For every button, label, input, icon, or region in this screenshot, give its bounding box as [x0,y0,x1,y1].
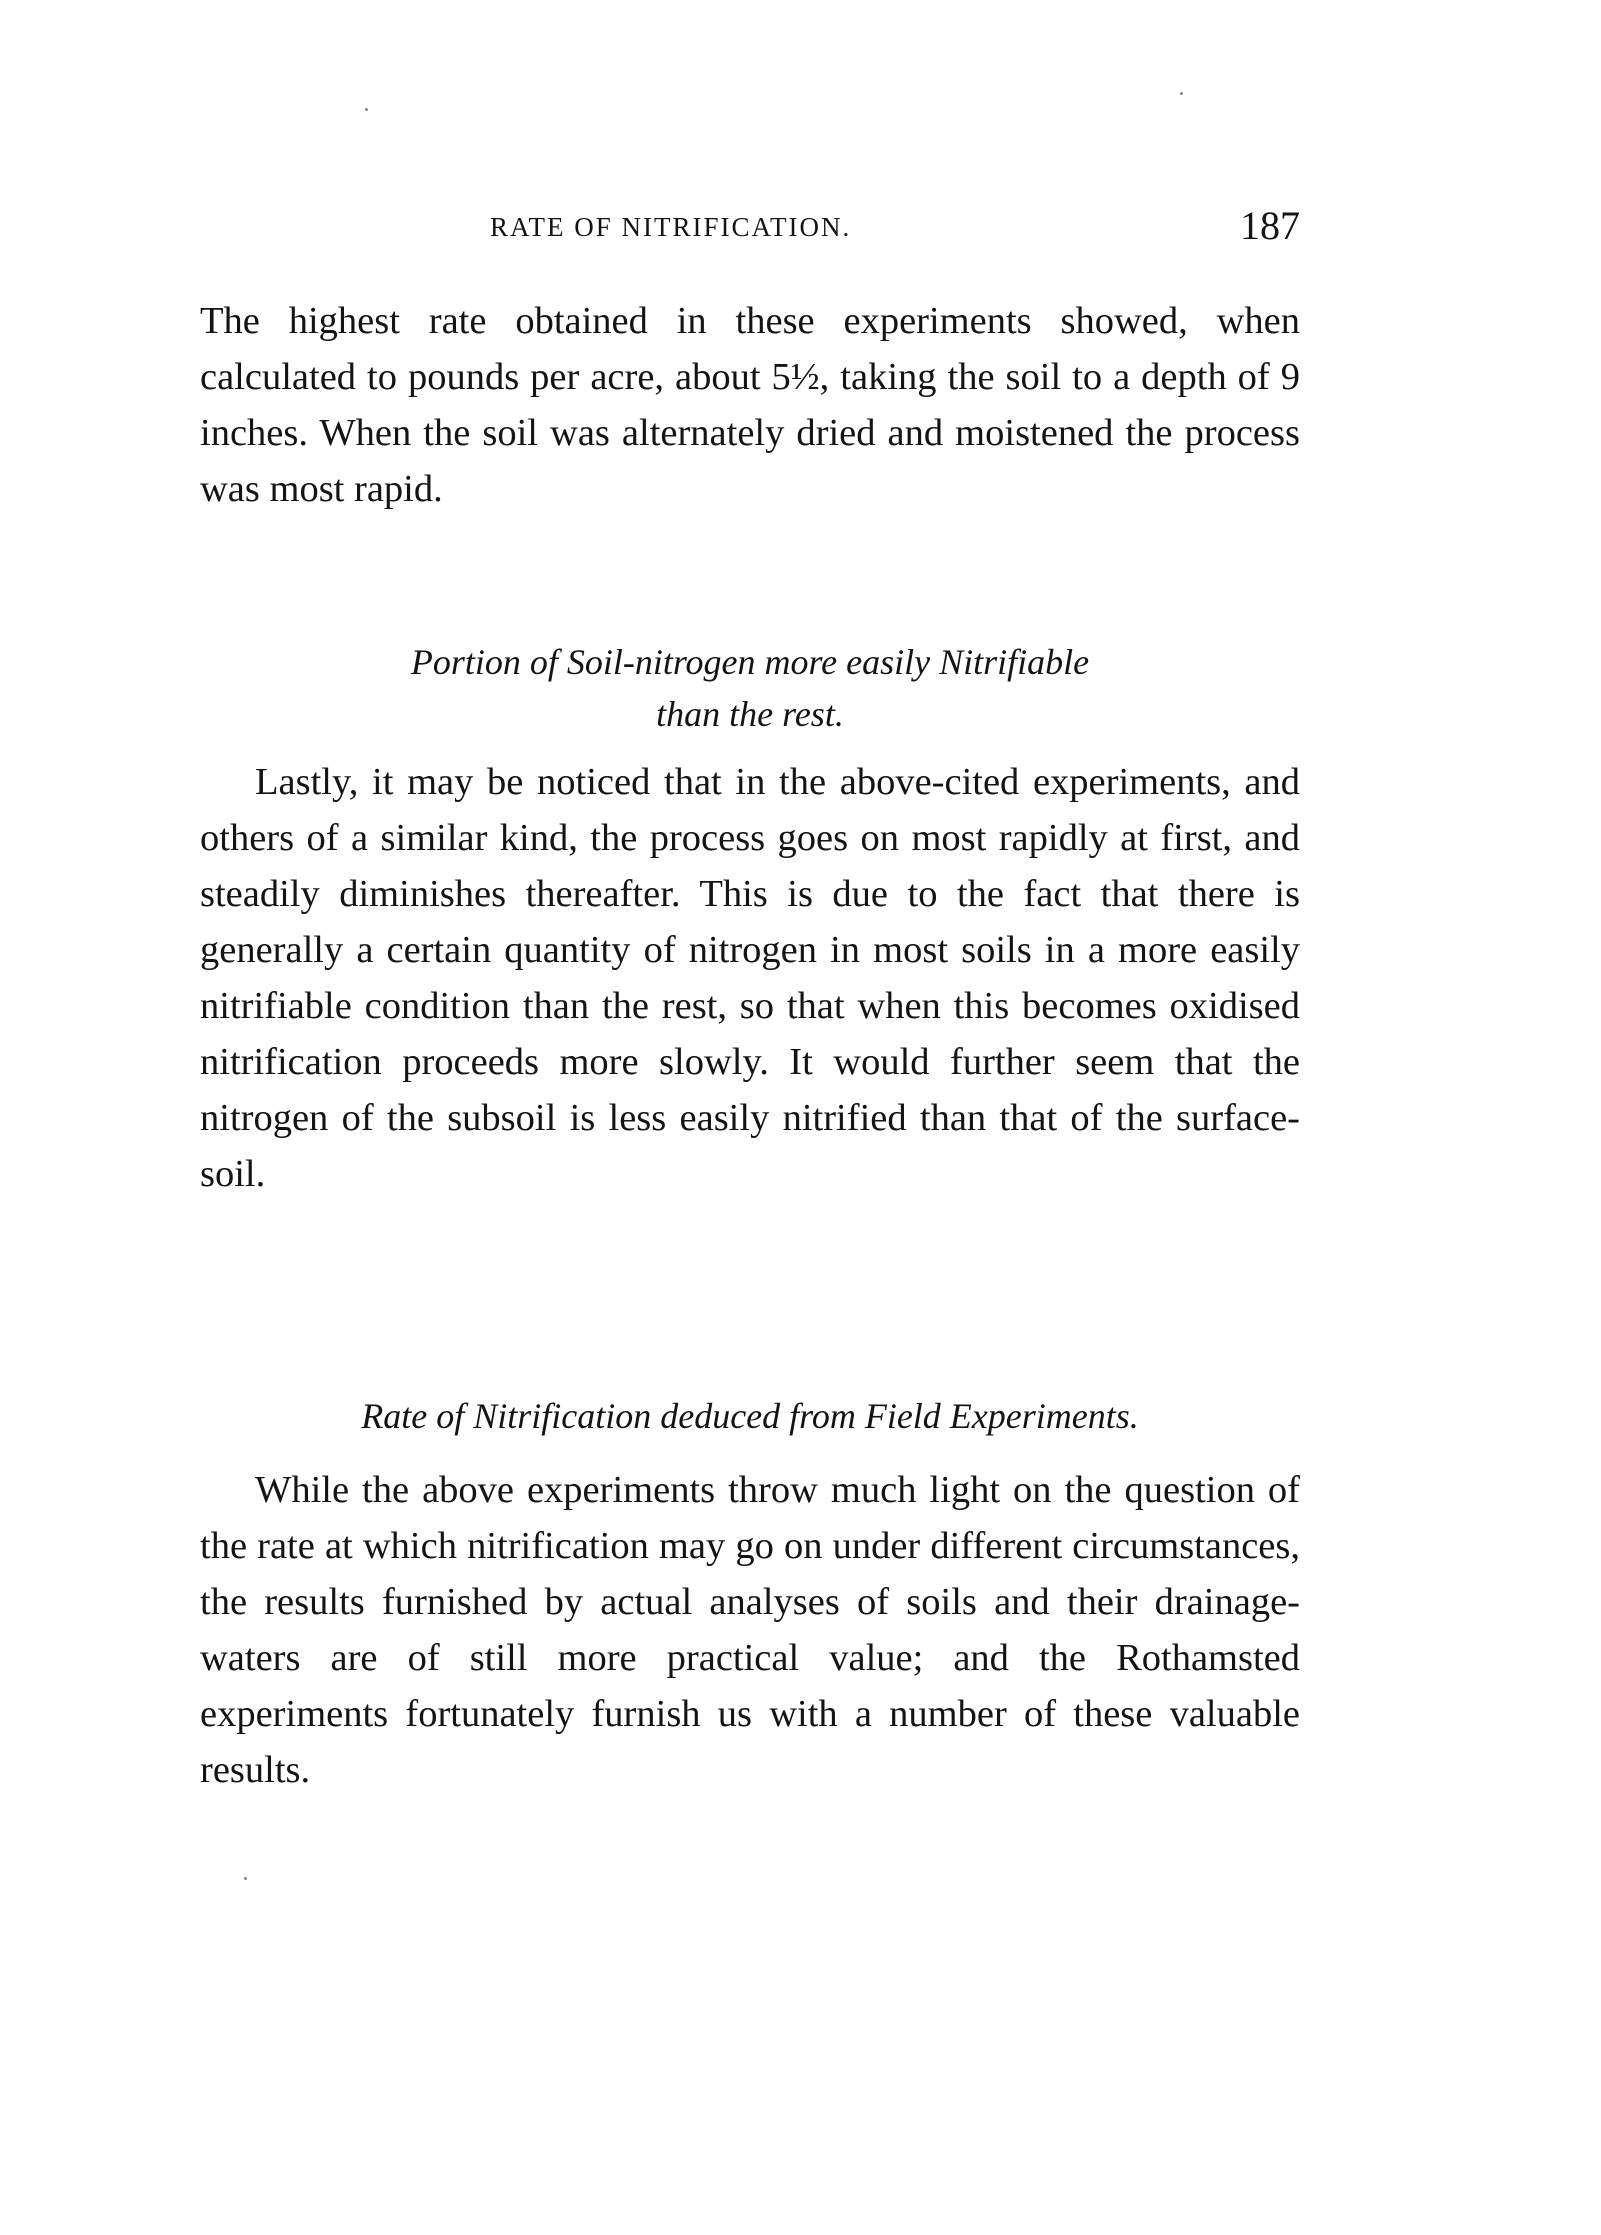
section-heading-2: Rate of Nitrification deduced from Field Experiments. [361,1396,1139,1436]
paragraph-3: While the above experiments throw much light on the question of the rate at which nitrification may go on under different circumstances, the results furnished by actual analyses of soils and their drainage-waters are of still more practical value; and the Rothamsted experiments fortunately furnish us with a number of these valuable results. [200,1469,1300,1791]
paragraph-3-block [200,1462,1300,1798]
scan-speck [1180,92,1183,95]
paragraph-2: Lastly, it may be noticed that in the above-cited experiments, and others of a similar kind, the process goes on most rapidly at first, and steadily diminishes thereafter. This is due to the fact that there is generally a certain quantity of nitrogen in most soils in a more easily nitrifiable condition than the rest, so that when this becomes oxidised nitrification proceeds more slowly. It would further seem that the nitrogen of the subsoil is less easily nitrified than that of the surface-soil. [200,761,1300,1195]
section-heading-1-line-2: than the rest. [656,694,844,734]
scan-speck [365,108,368,111]
paragraph-2-block [200,754,1300,1202]
page-number: 187 [1240,203,1300,248]
section-heading-1-line-1: Portion of Soil-nitrogen more easily Nitrifiable [410,642,1090,682]
scan-speck [244,1877,247,1880]
running-head [200,200,1300,260]
running-title: RATE OF NITRIFICATION. [490,212,852,242]
paragraph-1-block [200,293,1300,517]
paragraph-1: The highest rate obtained in these experiments showed, when calculated to pounds per acre, about 5½, taking the soil to a depth of 9 inches. When the soil was alternately dried and moistened the process was most rapid. [200,300,1300,510]
